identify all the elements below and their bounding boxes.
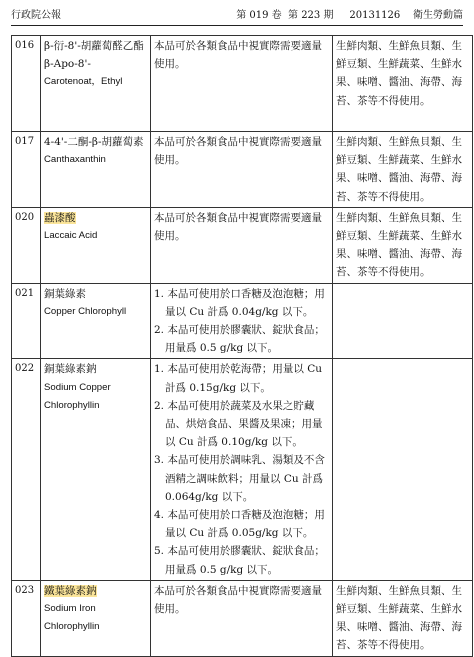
- section-label: 衛生勞動篇: [413, 10, 463, 21]
- usage-scope: 本品可於各類食品中視實際需要適量使用。: [151, 36, 333, 132]
- usage-scope: 本品可於各類食品中視實際需要適量使用。: [151, 207, 333, 283]
- scope-item: 1. 本品可使用於乾海帶；用量以 Cu 計爲 0.15g/kg 以下。: [154, 363, 322, 394]
- scope-item: 4. 本品可使用於口香糖及泡泡糖；用量以 Cu 計爲 0.05g/kg 以下。: [154, 509, 325, 540]
- additive-name: [41, 359, 151, 580]
- table-row: [12, 283, 473, 359]
- scope-item: 3. 本品可使用於調味乳、湯類及不含酒精之調味飲料；用量以 Cu 計爲 0.064g/kg 以下。: [154, 454, 325, 503]
- name-en: Laccaic Acid: [44, 230, 98, 242]
- header-rule: [11, 25, 463, 26]
- issue-label: 第 223 期: [288, 10, 334, 21]
- usage-scope: [151, 283, 333, 359]
- scope-item: 5. 本品可使用於膠囊狀、錠狀食品；用量爲 0.5 g/kg 以下。: [154, 545, 325, 576]
- page-header: [11, 9, 463, 23]
- publication-title: 行政院公報: [11, 10, 61, 21]
- item-number: 022: [12, 359, 41, 580]
- table-row: [12, 36, 473, 132]
- name-en: Carotenoat，Ethyl: [44, 76, 123, 88]
- item-number: 023: [12, 580, 41, 656]
- name-zh: 銅葉綠素鈉: [44, 363, 97, 376]
- scope-item: 2. 本品可使用於膠囊狀、錠狀食品；用量爲 0.5 g/kg 以下。: [154, 324, 325, 355]
- item-number: 020: [12, 207, 41, 283]
- additive-name: [41, 132, 151, 208]
- name-en: Copper Chlorophyll: [44, 305, 127, 317]
- additive-name: [41, 36, 151, 132]
- name-zh: 4-4'-二酮-β-胡蘿蔔素: [44, 136, 144, 148]
- table-row: [12, 359, 473, 580]
- name-zh-highlighted: 鐵葉綠素鈉: [44, 584, 97, 597]
- usage-scope: [151, 359, 333, 580]
- usage-scope: 本品可於各類食品中視實際需要適量使用。: [151, 132, 333, 208]
- additive-name: [41, 580, 151, 656]
- usage-limit: 生鮮肉類、生鮮魚貝類、生鮮豆類、生鮮蔬菜、生鮮水果、味噌、醬油、海帶、海苔、茶等不得使用。: [333, 132, 473, 208]
- name-en: Canthaxanthin: [44, 154, 106, 166]
- name-zh-highlighted: 蟲漆酸: [44, 211, 76, 224]
- additive-name: [41, 207, 151, 283]
- volume-label: 第 019 卷: [236, 10, 282, 21]
- usage-scope: 本品可於各類食品中視實際需要適量使用。: [151, 580, 333, 656]
- usage-limit: 生鮮肉類、生鮮魚貝類、生鮮豆類、生鮮蔬菜、生鮮水果、味噌、醬油、海帶、海苔、茶等不得使用。: [333, 36, 473, 132]
- usage-limit: [333, 283, 473, 359]
- item-number: 016: [12, 36, 41, 132]
- scope-list: [154, 360, 329, 578]
- additive-table: [11, 35, 473, 657]
- additive-name: [41, 283, 151, 359]
- scope-item: 2. 本品可使用於蔬菜及水果之貯藏品、烘焙食品、果醬及果凍；用量以 Cu 計爲 0.10g/kg 以下。: [154, 399, 323, 449]
- scope-item: 1. 本品可使用於口香糖及泡泡糖；用量以 Cu 計爲 0.04g/kg 以下。: [154, 287, 325, 318]
- name-zh: 銅葉綠素: [44, 287, 86, 300]
- usage-limit: 生鮮肉類、生鮮魚貝類、生鮮豆類、生鮮蔬菜、生鮮水果、味噌、醬油、海帶、海苔、茶等不得使用。: [333, 207, 473, 283]
- name-en: Sodium Iron Chlorophyllin: [44, 603, 100, 633]
- table-row: [12, 132, 473, 208]
- name-en: Sodium Copper Chlorophyllin: [44, 381, 111, 411]
- item-number: 021: [12, 283, 41, 359]
- name-zh: β-衍-8'-胡蘿蔔醛乙酯: [44, 40, 144, 52]
- table-row: [12, 207, 473, 283]
- name-alt: β-Apo-8'-: [44, 58, 91, 71]
- usage-limit: [333, 359, 473, 580]
- table-row: [12, 580, 473, 656]
- item-number: 017: [12, 132, 41, 208]
- issue-date: 20131126: [349, 10, 401, 21]
- usage-limit: 生鮮肉類、生鮮魚貝類、生鮮豆類、生鮮蔬菜、生鮮水果、味噌、醬油、海帶、海苔、茶等不得使用。: [333, 580, 473, 656]
- scope-list: [154, 285, 329, 358]
- issue-info: [236, 9, 463, 23]
